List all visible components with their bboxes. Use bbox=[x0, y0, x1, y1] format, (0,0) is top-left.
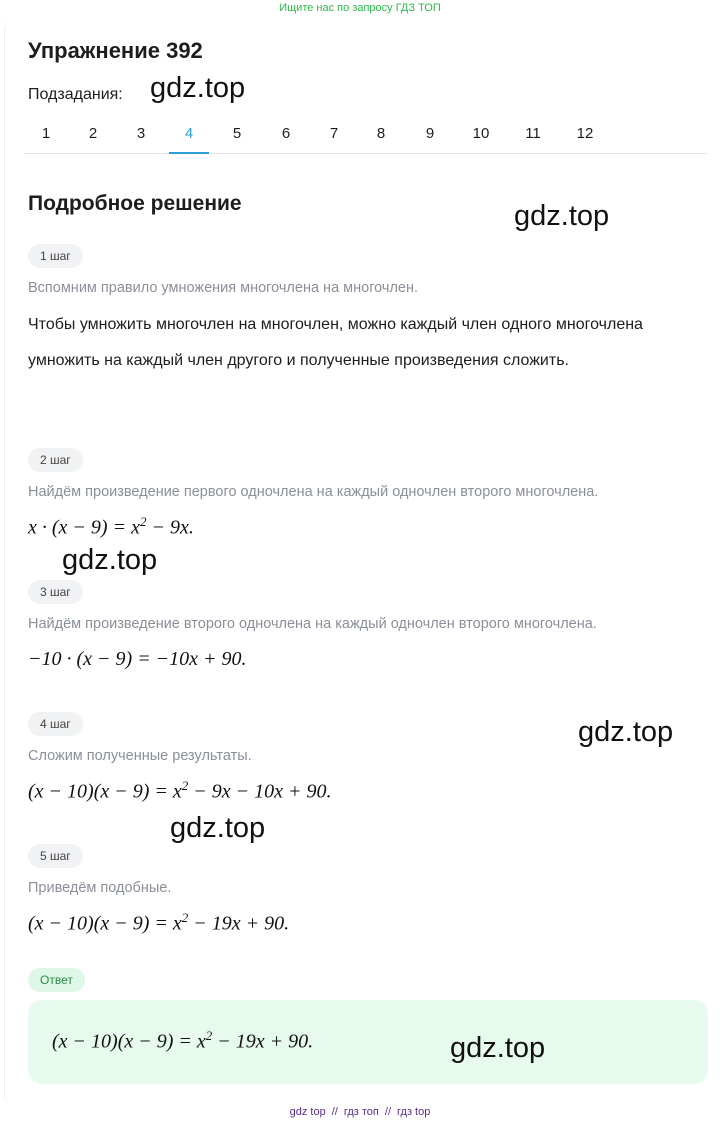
step-formula: −10 · (x − 9) = −10x + 90. bbox=[28, 648, 247, 670]
watermark: gdz.top bbox=[450, 1032, 546, 1064]
page-title: Упражнение 392 bbox=[28, 38, 203, 63]
tab-9[interactable]: 9 bbox=[425, 125, 435, 142]
watermark: gdz.top bbox=[170, 812, 266, 844]
subtask-tabs bbox=[24, 116, 708, 154]
answer-formula: $(x - 10)(x - 9) = x^2 - 19x + 90$. bbox=[52, 1028, 314, 1053]
step-hint: Вспомним правило умножения многочлена на многочлен. bbox=[28, 280, 419, 296]
step-badge: 4 шаг bbox=[28, 712, 83, 736]
step-hint: Найдём произведение первого одночлена на каждый одночлен второго многочлена. bbox=[28, 484, 599, 500]
footer-links bbox=[0, 1106, 720, 1118]
tab-6[interactable]: 6 bbox=[281, 125, 291, 142]
step-formula: $(x - 10)(x - 9) = x^2 - 19x + 90$. bbox=[28, 910, 290, 935]
step-badge: 3 шаг bbox=[28, 580, 83, 604]
tab-2[interactable]: 2 bbox=[88, 125, 98, 142]
footer-link[interactable]: гдз top bbox=[397, 1106, 431, 1118]
tab-4[interactable]: 4 bbox=[169, 116, 209, 154]
footer-link[interactable]: gdz top bbox=[289, 1106, 326, 1118]
step-hint: Сложим полученные результаты. bbox=[28, 748, 252, 764]
step-badge: 1 шаг bbox=[28, 244, 83, 268]
tab-12[interactable]: 12 bbox=[576, 125, 594, 142]
subtasks-label: Подзадания: bbox=[28, 86, 123, 103]
tab-8[interactable]: 8 bbox=[376, 125, 386, 142]
step-hint: Приведём подобные. bbox=[28, 880, 172, 896]
watermark: gdz.top bbox=[514, 200, 610, 232]
watermark: gdz.top bbox=[150, 72, 246, 104]
footer-separator: // bbox=[384, 1106, 392, 1118]
tab-10[interactable]: 10 bbox=[472, 125, 490, 142]
watermark: gdz.top bbox=[62, 544, 158, 576]
step-text: Чтобы умножить многочлен на многочлен, можно каждый член одного многочлена умножить на каждый член другого и полученные произведения сложить. bbox=[28, 316, 643, 369]
watermark: gdz.top bbox=[578, 716, 674, 748]
footer-link[interactable]: гдз топ bbox=[343, 1106, 379, 1118]
step-badge: 5 шаг bbox=[28, 844, 83, 868]
step-formula: $(x - 10)(x - 9) = x^2 - 9x - 10x + 90$. bbox=[28, 778, 332, 803]
tab-5[interactable]: 5 bbox=[232, 125, 242, 142]
section-title: Подробное решение bbox=[28, 192, 242, 215]
tab-11[interactable]: 11 bbox=[525, 125, 541, 142]
footer-separator: // bbox=[331, 1106, 338, 1118]
answer-badge: Ответ bbox=[28, 968, 85, 992]
tab-1[interactable]: 1 bbox=[41, 125, 51, 142]
tab-7[interactable]: 7 bbox=[329, 125, 339, 142]
top-banner: Ищите нас по запросу ГДЗ ТОП bbox=[279, 2, 441, 14]
answer-box bbox=[28, 1000, 708, 1084]
step-badge: 2 шаг bbox=[28, 448, 83, 472]
step-formula: $x \cdot (x - 9) = x^2 - 9x$. bbox=[28, 514, 194, 539]
step-hint: Найдём произведение второго одночлена на каждый одночлен второго многочлена. bbox=[28, 616, 597, 632]
tab-3[interactable]: 3 bbox=[136, 125, 146, 142]
